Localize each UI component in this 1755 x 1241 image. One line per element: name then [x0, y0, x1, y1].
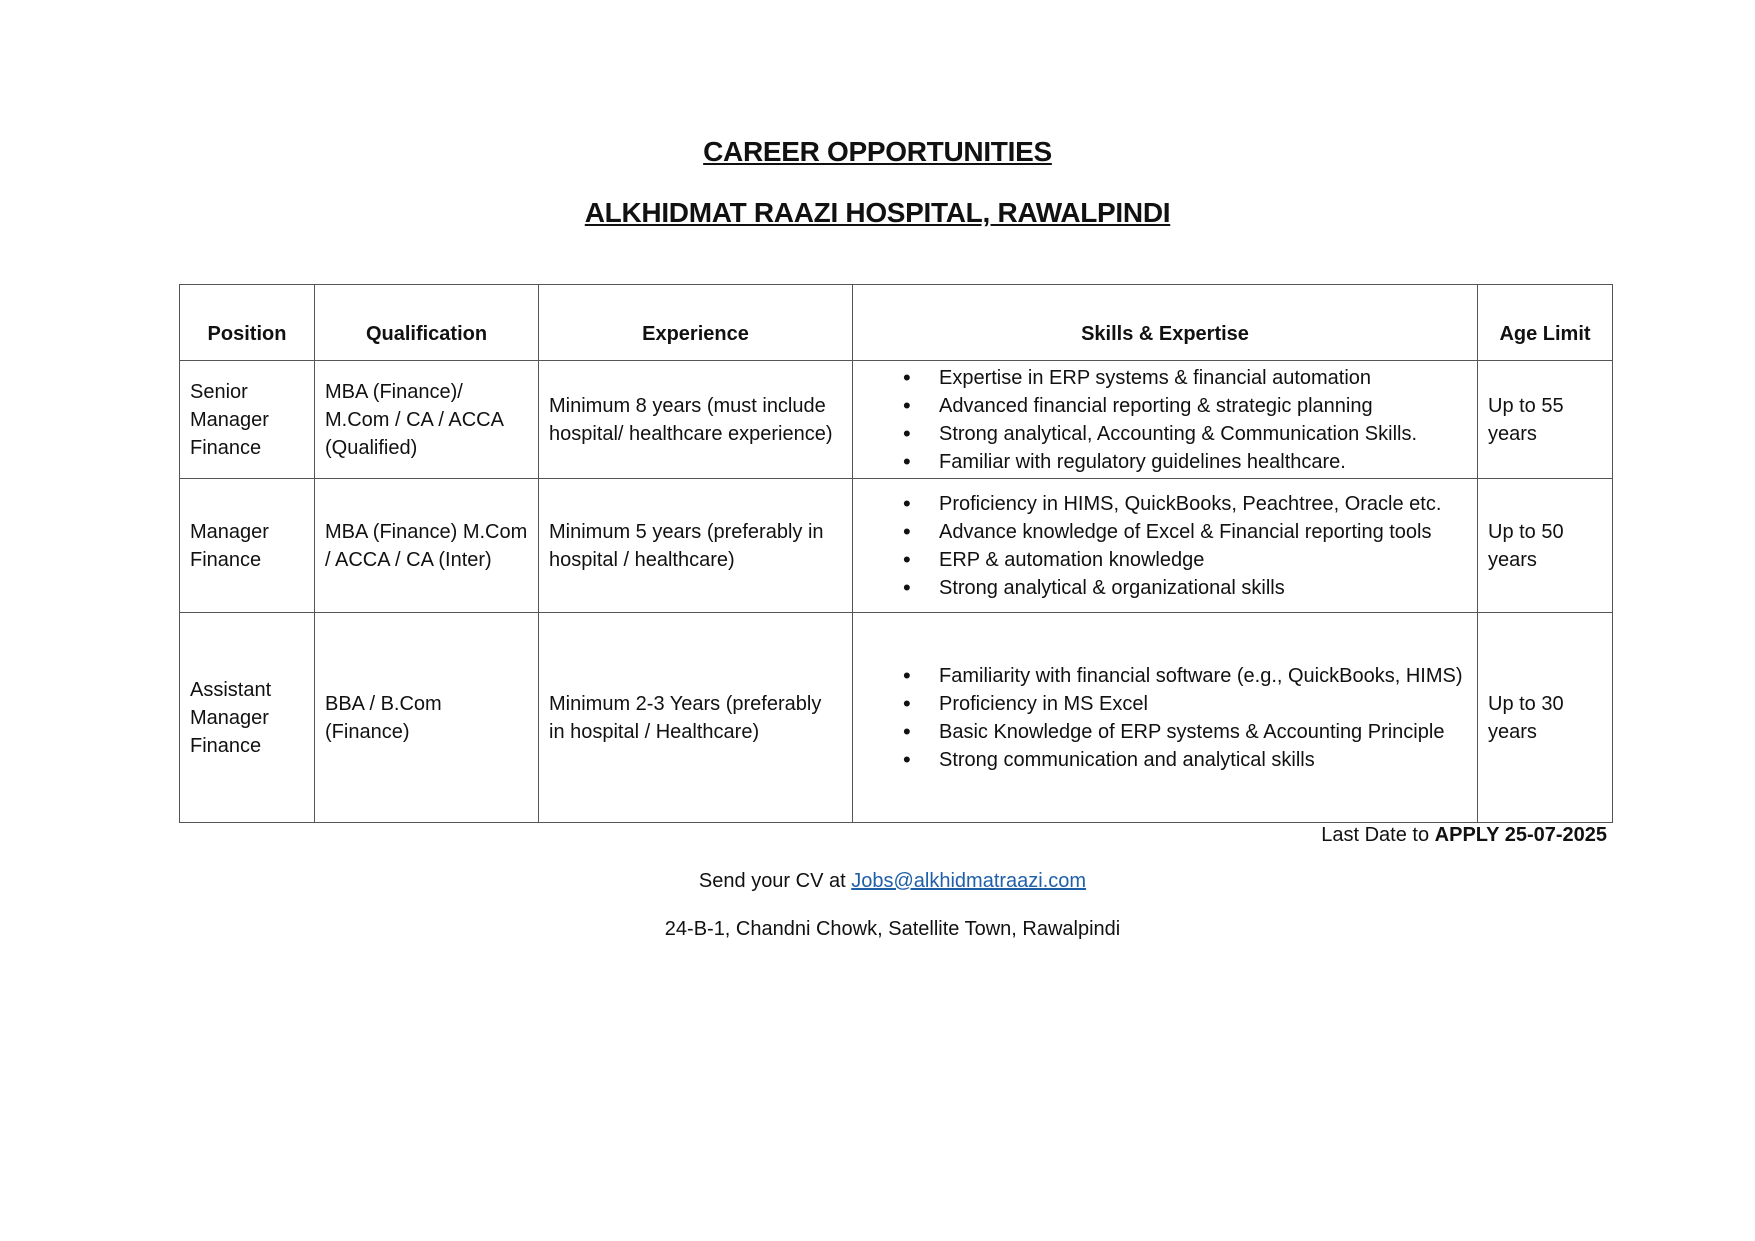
send-cv-line — [0, 870, 1755, 893]
skills-cell — [853, 613, 1478, 823]
qualification-cell: MBA (Finance)/ M.Com / CA / ACCA (Qualified) — [315, 361, 539, 479]
column-header-position: Position — [180, 285, 315, 361]
table-header-row — [180, 285, 1613, 361]
skill-item: • Proficiency in MS Excel — [863, 690, 1467, 718]
skill-item: • Expertise in ERP systems & financial automation — [863, 364, 1467, 392]
skill-item: • Proficiency in HIMS, QuickBooks, Peachtree, Oracle etc. — [863, 490, 1467, 518]
skill-item: • Strong analytical & organizational skills — [863, 574, 1467, 602]
qualification-cell: MBA (Finance) M.Com / ACCA / CA (Inter) — [315, 479, 539, 613]
skills-list — [863, 662, 1467, 774]
skills-cell — [853, 479, 1478, 613]
skill-item: • Familiar with regulatory guidelines healthcare. — [863, 448, 1467, 476]
send-cv-label: Send your CV at — [698, 870, 852, 892]
column-header-age-limit: Age Limit — [1478, 285, 1613, 361]
skill-item: • ERP & automation knowledge — [863, 546, 1467, 574]
experience-cell: Minimum 2-3 Years (preferably in hospital / Healthcare) — [539, 613, 853, 823]
skills-cell — [853, 361, 1478, 479]
skill-item: • Strong communication and analytical skills — [863, 746, 1467, 774]
skill-item: • Strong analytical, Accounting & Communication Skills. — [863, 420, 1467, 448]
column-header-qualification: Qualification — [315, 285, 539, 361]
age-limit-cell: Up to 55 years — [1478, 361, 1613, 479]
last-date — [1321, 824, 1607, 847]
hospital-name: ALKHIDMAT RAAZI HOSPITAL, RAWALPINDI — [584, 197, 1171, 228]
last-date-value: APPLY 25-07-2025 — [1434, 824, 1607, 846]
skill-item: • Familiarity with financial software (e.g., QuickBooks, HIMS) — [863, 662, 1467, 690]
page-title: CAREER OPPORTUNITIES — [703, 136, 1052, 167]
skill-item: • Basic Knowledge of ERP systems & Accounting Principle — [863, 718, 1467, 746]
last-date-label: Last Date to — [1321, 824, 1435, 846]
email-link[interactable]: Jobs@alkhidmatraazi.com — [851, 870, 1087, 892]
skill-item: • Advanced financial reporting & strategic planning — [863, 392, 1467, 420]
job-table — [179, 284, 1613, 823]
qualification-cell: BBA / B.Com (Finance) — [315, 613, 539, 823]
position-cell: Manager Finance — [180, 479, 315, 613]
experience-cell: Minimum 8 years (must include hospital/ healthcare experience) — [539, 361, 853, 479]
table-row — [180, 613, 1613, 823]
address: 24-B-1, Chandni Chowk, Satellite Town, Rawalpindi — [664, 918, 1121, 940]
skill-item: • Advance knowledge of Excel & Financial reporting tools — [863, 518, 1467, 546]
age-limit-cell: Up to 50 years — [1478, 479, 1613, 613]
column-header-experience: Experience — [539, 285, 853, 361]
position-cell: Senior Manager Finance — [180, 361, 315, 479]
table-row — [180, 479, 1613, 613]
column-header-skills: Skills & Expertise — [853, 285, 1478, 361]
age-limit-cell: Up to 30 years — [1478, 613, 1613, 823]
table-row — [180, 361, 1613, 479]
position-cell: Assistant Manager Finance — [180, 613, 315, 823]
skills-list — [863, 364, 1467, 476]
skills-list — [863, 490, 1467, 602]
experience-cell: Minimum 5 years (preferably in hospital / healthcare) — [539, 479, 853, 613]
